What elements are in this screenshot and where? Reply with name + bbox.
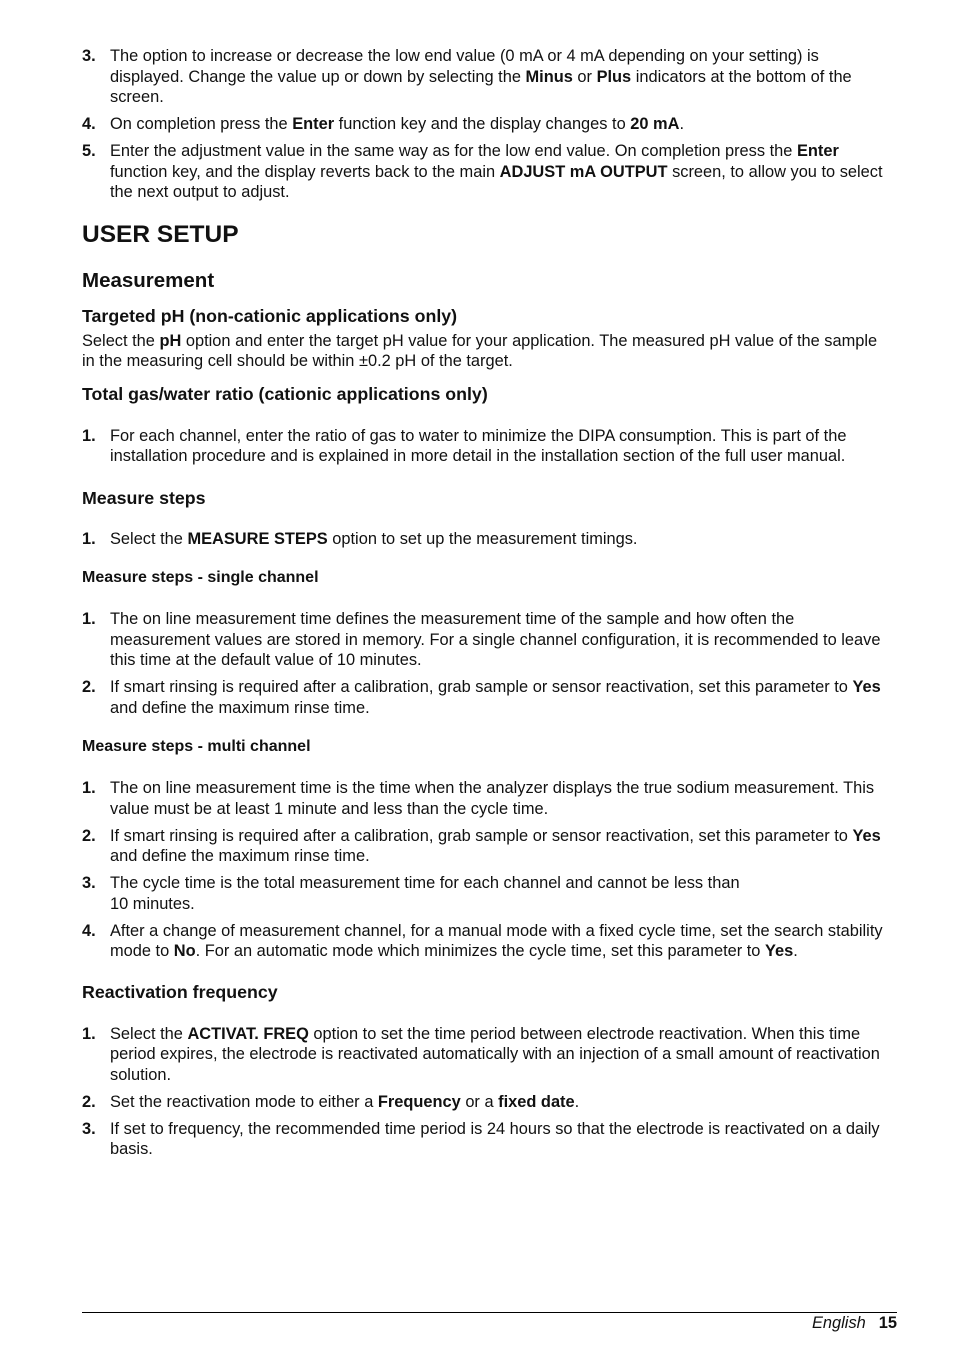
page-footer bbox=[812, 1313, 897, 1333]
list-item-number: 4. bbox=[82, 115, 96, 133]
section-title: USER SETUP bbox=[82, 220, 239, 248]
footer-language: English bbox=[812, 1314, 866, 1332]
list-item bbox=[82, 873, 887, 914]
list-item-text: The on line measurement time is the time when the analyzer displays the true sodium measurement. This value must be at least 1 minute and less than the cycle time. bbox=[110, 779, 875, 818]
list-item-text: Select the ACTIVAT. FREQ option to set the time period between electrode reactivation. When this time period expires, the electrode is reactivated automatically with an injection of a small amount of reactivation solution. bbox=[110, 1024, 880, 1084]
list-item bbox=[82, 826, 887, 867]
list-item bbox=[82, 1119, 887, 1160]
measure-steps-heading: Measure steps bbox=[82, 487, 206, 508]
list-item bbox=[82, 529, 887, 550]
list-item-text: If smart rinsing is required after a calibration, grab sample or sensor reactivation, set this parameter to Yes and define the maximum rinse time. bbox=[110, 678, 881, 717]
list-item-text: Select the MEASURE STEPS option to set up the measurement timings. bbox=[110, 529, 638, 548]
targeted-ph-heading: Targeted pH (non-cationic applications only) bbox=[82, 305, 458, 326]
list-item-text: If smart rinsing is required after a calibration, grab sample or sensor reactivation, set this parameter to Yes and define the maximum rinse time. bbox=[110, 826, 881, 865]
measurement-heading: Measurement bbox=[82, 268, 215, 292]
list-item bbox=[82, 114, 887, 135]
list-item-text: On completion press the Enter function key and the display changes to 20 mA. bbox=[110, 115, 685, 133]
list-item-text: Set the reactivation mode to either a Frequency or a fixed date. bbox=[110, 1092, 580, 1111]
footer-rule bbox=[82, 1312, 897, 1313]
page-content bbox=[82, 46, 887, 1166]
list-item-number: 3. bbox=[82, 47, 96, 65]
list-item-number: 3. bbox=[82, 1119, 96, 1138]
single-channel-heading: Measure steps - single channel bbox=[82, 569, 319, 586]
list-item-number: 1. bbox=[82, 529, 96, 548]
list-item-text: After a change of measurement channel, for a manual mode with a fixed cycle time, set the search stability mode to No. For an automatic mode which minimizes the cycle time, set this parameter to Yes. bbox=[110, 921, 883, 960]
list-item-text: If set to frequency, the recommended time period is 24 hours so that the electrode is reactivated on a daily basis. bbox=[110, 1119, 880, 1158]
single-channel-steps-list bbox=[82, 609, 887, 718]
list-item-number: 3. bbox=[82, 874, 96, 892]
list-item-number: 2. bbox=[82, 678, 96, 696]
list-item bbox=[82, 1024, 887, 1086]
list-item-number: 2. bbox=[82, 1092, 96, 1111]
list-item-number: 1. bbox=[82, 779, 96, 797]
reactivation-heading: Reactivation frequency bbox=[82, 981, 278, 1002]
list-item-number: 4. bbox=[82, 921, 96, 940]
list-item-number: 2. bbox=[82, 826, 96, 845]
list-item bbox=[82, 921, 887, 962]
list-item-text: The option to increase or decrease the low end value (0 mA or 4 mA depending on your setting) is displayed. Change the value up or down by selecting the Minus or Plus indicators at the bottom of the screen. bbox=[110, 47, 852, 106]
list-item bbox=[82, 778, 887, 819]
list-item-number: 1. bbox=[82, 610, 96, 628]
list-item bbox=[82, 1092, 887, 1113]
list-item bbox=[82, 609, 887, 671]
multi-channel-heading: Measure steps - multi channel bbox=[82, 738, 311, 755]
gas-water-steps-list bbox=[82, 426, 887, 467]
targeted-ph-text: Select the pH option and enter the target pH value for your application. The measured pH value of the sample in the measuring cell should be within ±0.2 pH of the target. bbox=[82, 331, 878, 370]
gas-water-heading: Total gas/water ratio (cationic applications only) bbox=[82, 383, 488, 404]
list-item-number: 5. bbox=[82, 142, 96, 160]
list-item bbox=[82, 677, 887, 718]
footer-page-number: 15 bbox=[878, 1314, 897, 1332]
list-item bbox=[82, 46, 887, 108]
list-item-text: Enter the adjustment value in the same way as for the low end value. On completion press the Enter function key, and the display reverts back to the main ADJUST mA OUTPUT screen, to allow you to select the next output to adjust. bbox=[110, 142, 883, 201]
list-item-number: 1. bbox=[82, 1024, 96, 1043]
list-item bbox=[82, 141, 887, 203]
reactivation-steps-list bbox=[82, 1024, 887, 1160]
list-item-number: 1. bbox=[82, 426, 96, 445]
list-item-text: The on line measurement time defines the measurement time of the sample and how often the measurement values are stored in memory. For a single channel configuration, it is recommended to leave this time at the default value of 10 minutes. bbox=[110, 610, 881, 669]
measure-steps-list bbox=[82, 529, 887, 550]
list-item-text: For each channel, enter the ratio of gas to water to minimize the DIPA consumption. This is part of the installation procedure and is explained in more detail in the installation section of the full user manual. bbox=[110, 426, 847, 465]
list-item bbox=[82, 426, 887, 467]
intro-steps-list bbox=[82, 46, 887, 203]
list-item-text: The cycle time is the total measurement time for each channel and cannot be less than 10 minutes. bbox=[110, 874, 740, 913]
multi-channel-steps-list bbox=[82, 778, 887, 962]
